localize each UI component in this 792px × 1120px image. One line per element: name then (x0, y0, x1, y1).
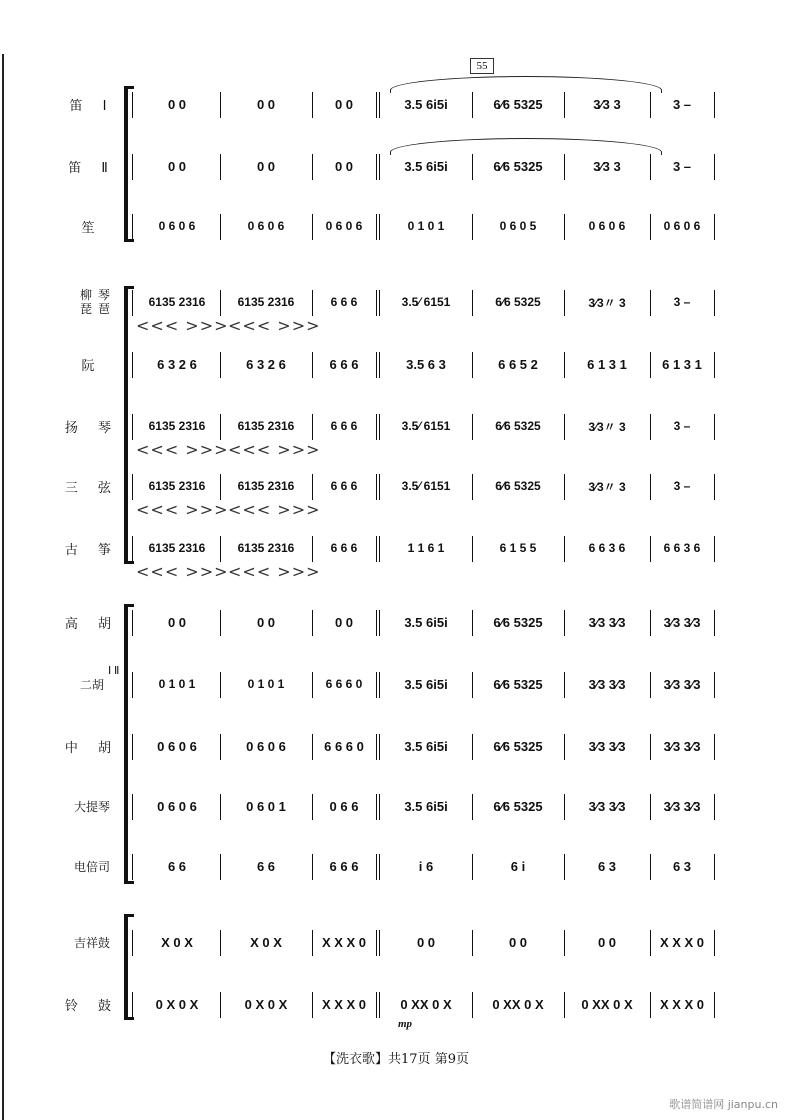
measure: 6 1 3 1 (587, 356, 627, 372)
measure: 0 XX 0 X (492, 996, 544, 1012)
barline (714, 930, 715, 956)
barline (132, 414, 133, 440)
page-footer: 【洗衣歌】共17页 第9页 (323, 1052, 469, 1067)
barline (472, 930, 473, 956)
measure: 3⁄3 3⁄3 (588, 798, 626, 814)
measure: 6 6 6 (329, 356, 359, 372)
barline (564, 992, 565, 1018)
measure: 0 6 0 6 (663, 219, 701, 233)
measure: 6 1 3 1 (662, 356, 702, 372)
measure: 0 6 0 6 (157, 798, 197, 814)
barline (312, 536, 313, 562)
barline (312, 734, 313, 760)
measure: 6 6 6 (330, 419, 358, 433)
measure: 0 0 (256, 614, 276, 630)
measure: 6⁄6 5325 (495, 419, 541, 433)
measure: 3 – (673, 295, 691, 309)
measure: 6 6 (167, 858, 187, 874)
staff-row (0, 350, 792, 378)
measure: 3.5 6i5i (404, 738, 448, 754)
measure: 6⁄6 5325 (493, 96, 543, 112)
barline (650, 474, 651, 500)
staff-row (0, 412, 792, 440)
barline (564, 154, 565, 180)
barline (312, 854, 313, 880)
barline (472, 610, 473, 636)
instrument-label: 笛 Ⅰ (69, 98, 115, 114)
barline (312, 930, 313, 956)
barline (650, 734, 651, 760)
barline (714, 92, 715, 118)
barline (650, 290, 651, 316)
barline (564, 854, 565, 880)
barline (312, 672, 313, 698)
staff-row (0, 852, 792, 880)
barline (220, 794, 221, 820)
measure: 3⁄3 3⁄3 (663, 676, 701, 692)
measure: 6⁄6 5325 (495, 295, 541, 309)
barline (376, 794, 377, 820)
barline (220, 414, 221, 440)
barline (472, 352, 473, 378)
staff-row (0, 665, 792, 698)
measure: 6 6 6 (330, 479, 358, 493)
measure: 3⁄3〃 3 (588, 295, 626, 310)
measure: 0 6 0 6 (158, 219, 196, 233)
barline (376, 214, 377, 240)
measure: 6⁄6 5325 (493, 614, 543, 630)
barline (650, 414, 651, 440)
measure: 6135 2316 (237, 541, 295, 555)
measure: 0 1 0 1 (158, 677, 196, 691)
barline (376, 536, 377, 562)
barline (714, 352, 715, 378)
measure: 3.5⁄ 6151 (401, 295, 451, 309)
barline (564, 734, 565, 760)
barline (472, 992, 473, 1018)
barline (650, 992, 651, 1018)
staff-row (0, 534, 792, 562)
barline (564, 352, 565, 378)
barline (714, 672, 715, 698)
barline (376, 352, 377, 378)
measure: 0 6 0 6 (157, 738, 197, 754)
measure: 0 0 (167, 614, 187, 630)
barline (650, 352, 651, 378)
barline (376, 474, 377, 500)
barline (132, 610, 133, 636)
measure: 0 6 0 6 (588, 219, 626, 233)
barline (132, 672, 133, 698)
barline (220, 734, 221, 760)
measure: 3 – (672, 158, 692, 174)
measure: 0 XX 0 X (581, 996, 633, 1012)
brace-tick (124, 604, 134, 607)
crescendo-decrescendo-hairpin: <<< >>> (136, 562, 229, 581)
barline (220, 536, 221, 562)
barline (650, 930, 651, 956)
barline (132, 214, 133, 240)
barline (650, 214, 651, 240)
measure: 6⁄6 5325 (493, 738, 543, 754)
measure: 3.5 6i5i (404, 158, 448, 174)
barline (650, 92, 651, 118)
barline (220, 290, 221, 316)
crescendo-decrescendo-hairpin: <<< >>> (136, 500, 229, 519)
barline (564, 930, 565, 956)
barline (376, 672, 377, 698)
measure: 6135 2316 (148, 295, 206, 309)
measure: 6 3 (672, 858, 692, 874)
instrument-label: 古 筝 (64, 542, 120, 558)
instrument-label: 大提琴 (73, 799, 110, 814)
measure: 0 0 (508, 934, 528, 950)
barline (312, 610, 313, 636)
barline (714, 414, 715, 440)
barline (472, 154, 473, 180)
measure: 6 6 6 (329, 858, 359, 874)
barline (220, 930, 221, 956)
measure: 6 6 6 0 (324, 738, 364, 754)
barline (220, 854, 221, 880)
barline (312, 214, 313, 240)
barline (472, 214, 473, 240)
barline (220, 92, 221, 118)
instrument-label-top: 柳琴 (80, 288, 117, 302)
measure: 3⁄3 3⁄3 (588, 738, 626, 754)
brace-tick (124, 914, 134, 917)
measure: 3 – (673, 419, 691, 433)
barline (132, 474, 133, 500)
barline (220, 154, 221, 180)
barline (132, 794, 133, 820)
measure: 0 0 (334, 614, 354, 630)
barline (714, 992, 715, 1018)
barline (376, 930, 377, 956)
barline (472, 536, 473, 562)
barline (564, 290, 565, 316)
barline (714, 794, 715, 820)
instrument-label: 电倍司 (73, 859, 110, 874)
measure: 3.5 6 3 (406, 356, 446, 372)
measure: 3.5 6i5i (404, 798, 448, 814)
barline (472, 672, 473, 698)
measure: 6135 2316 (237, 419, 295, 433)
staff-row (0, 608, 792, 636)
barline (472, 794, 473, 820)
crescendo-decrescendo-hairpin: <<< >>> (136, 316, 229, 335)
measure: 0 6 0 6 (246, 738, 286, 754)
staff-row (0, 928, 792, 956)
measure: 0 1 0 1 (407, 219, 445, 233)
barline (472, 474, 473, 500)
barline (132, 536, 133, 562)
staff-row (0, 90, 792, 118)
measure: 6⁄6 5325 (493, 798, 543, 814)
staff-row (0, 732, 792, 760)
barline (220, 214, 221, 240)
barline (376, 992, 377, 1018)
barline (564, 794, 565, 820)
rehearsal-mark: 55 (470, 58, 494, 74)
barline (472, 734, 473, 760)
staff-row (0, 792, 792, 820)
instrument-sub-label: Ⅰ Ⅱ (108, 665, 120, 677)
measure: X X X 0 (321, 996, 367, 1012)
measure: 3⁄3 3⁄3 (663, 614, 701, 630)
measure: 3.5 6i5i (404, 676, 448, 692)
instrument-label-bottom: 琵琶 (80, 302, 117, 316)
staff-row (0, 288, 792, 316)
measure: 0 6 0 6 (247, 219, 285, 233)
crescendo-decrescendo-hairpin: <<< >>> (228, 562, 321, 581)
measure: 6 6 (256, 858, 276, 874)
barline (376, 734, 377, 760)
site-watermark: 歌谱简谱网 jianpu.cn (669, 1098, 778, 1111)
barline (650, 794, 651, 820)
measure: 3⁄3 3⁄3 (588, 614, 626, 630)
measure: 0 X 0 X (155, 996, 199, 1012)
barline (312, 92, 313, 118)
instrument-label: 中 胡 (64, 740, 120, 756)
barline (564, 474, 565, 500)
measure: 3⁄3 3 (593, 158, 621, 174)
measure: 3.5⁄ 6151 (401, 419, 451, 433)
measure: 3⁄3〃 3 (588, 419, 626, 434)
measure: 6135 2316 (148, 479, 206, 493)
barline (564, 92, 565, 118)
barline (376, 854, 377, 880)
measure: 6 1 5 5 (499, 541, 537, 555)
barline (564, 672, 565, 698)
barline (376, 610, 377, 636)
instrument-label: 二胡 (79, 677, 104, 692)
instrument-label (80, 288, 116, 316)
barline (220, 352, 221, 378)
barline (132, 992, 133, 1018)
measure: X X X 0 (659, 996, 705, 1012)
barline (220, 610, 221, 636)
barline (312, 290, 313, 316)
measure: 6135 2316 (237, 479, 295, 493)
barline (376, 154, 377, 180)
measure: X 0 X (250, 934, 282, 950)
barline (132, 352, 133, 378)
measure: 6 6 3 6 (588, 541, 626, 555)
instrument-label: 扬 琴 (64, 420, 120, 436)
instrument-label: 铃 鼓 (64, 998, 120, 1014)
measure: 3⁄3〃 3 (588, 479, 626, 494)
measure: 6⁄6 5325 (493, 158, 543, 174)
barline (132, 854, 133, 880)
staff-row (0, 990, 792, 1018)
barline (312, 474, 313, 500)
measure: i 6 (418, 858, 434, 874)
measure: 6 6 6 (330, 295, 358, 309)
barline (564, 536, 565, 562)
measure: 3.5⁄ 6151 (401, 479, 451, 493)
measure: 6135 2316 (237, 295, 295, 309)
staff-row (0, 152, 792, 180)
barline (714, 214, 715, 240)
measure: 3.5 6i5i (404, 96, 448, 112)
barline (714, 854, 715, 880)
measure: 6 3 2 6 (246, 356, 286, 372)
measure: 6 3 (597, 858, 617, 874)
barline (376, 414, 377, 440)
measure: 0 0 (334, 158, 354, 174)
measure: 0 6 6 (329, 798, 359, 814)
instrument-label: 吉祥鼓 (73, 935, 110, 950)
brace-tick (124, 881, 134, 884)
barline (714, 734, 715, 760)
barline (220, 672, 221, 698)
measure: 0 X 0 X (244, 996, 288, 1012)
measure: 0 0 (597, 934, 617, 950)
measure: 3 – (672, 96, 692, 112)
instrument-label: 笛 Ⅱ (68, 160, 116, 176)
barline (714, 290, 715, 316)
measure: 0 XX 0 X (400, 996, 452, 1012)
barline (564, 610, 565, 636)
barline (714, 154, 715, 180)
measure: 6 6 3 6 (663, 541, 701, 555)
measure: 0 0 (167, 158, 187, 174)
instrument-label: 阮 (81, 358, 103, 374)
measure: 3⁄3 3 (593, 96, 621, 112)
measure: 0 0 (334, 96, 354, 112)
measure: 0 0 (167, 96, 187, 112)
barline (472, 92, 473, 118)
barline (650, 672, 651, 698)
measure: 6135 2316 (148, 419, 206, 433)
dynamic-marking: mp (398, 1018, 413, 1030)
barline (650, 536, 651, 562)
barline (650, 854, 651, 880)
measure: 0 0 (256, 96, 276, 112)
measure: 0 0 (256, 158, 276, 174)
measure: 1 1 6 1 (407, 541, 445, 555)
measure: 6 6 6 0 (325, 677, 363, 691)
measure: 6 6 5 2 (498, 356, 538, 372)
barline (312, 992, 313, 1018)
barline (132, 734, 133, 760)
barline (312, 154, 313, 180)
measure: 6⁄6 5325 (495, 479, 541, 493)
barline (472, 414, 473, 440)
barline (472, 854, 473, 880)
measure: 3 – (673, 479, 691, 493)
barline (132, 290, 133, 316)
barline (312, 794, 313, 820)
barline (564, 414, 565, 440)
crescendo-decrescendo-hairpin: <<< >>> (228, 316, 321, 335)
crescendo-decrescendo-hairpin: <<< >>> (228, 440, 321, 459)
measure: 3⁄3 3⁄3 (663, 738, 701, 754)
measure: 6 i (510, 858, 526, 874)
barline (714, 474, 715, 500)
barline (132, 92, 133, 118)
barline (714, 610, 715, 636)
measure: 6135 2316 (148, 541, 206, 555)
instrument-label: 三 弦 (64, 480, 120, 496)
barline (312, 414, 313, 440)
measure: 6 6 6 (330, 541, 358, 555)
barline (132, 154, 133, 180)
measure: 3.5 6i5i (404, 614, 448, 630)
measure: 0 0 (416, 934, 436, 950)
barline (132, 930, 133, 956)
measure: 3⁄3 3⁄3 (663, 798, 701, 814)
brace-tick (124, 86, 134, 89)
measure: 0 6 0 5 (499, 219, 537, 233)
barline (650, 154, 651, 180)
barline (714, 536, 715, 562)
staff-row (0, 472, 792, 500)
instrument-label: 笙 (81, 220, 103, 236)
crescendo-decrescendo-hairpin: <<< >>> (136, 440, 229, 459)
measure: 6⁄6 5325 (493, 676, 543, 692)
measure: X 0 X (161, 934, 193, 950)
barline (220, 474, 221, 500)
measure: 3⁄3 3⁄3 (588, 676, 626, 692)
measure: X X X 0 (659, 934, 705, 950)
barline (376, 92, 377, 118)
measure: 6 3 2 6 (157, 356, 197, 372)
measure: 0 6 0 1 (246, 798, 286, 814)
barline (312, 352, 313, 378)
barline (650, 610, 651, 636)
measure: X X X 0 (321, 934, 367, 950)
barline (564, 214, 565, 240)
measure: 0 6 0 6 (325, 219, 363, 233)
crescendo-decrescendo-hairpin: <<< >>> (228, 500, 321, 519)
barline (376, 290, 377, 316)
staff-row (0, 212, 792, 240)
measure: 0 1 0 1 (247, 677, 285, 691)
instrument-label: 高 胡 (64, 616, 120, 632)
barline (220, 992, 221, 1018)
barline (472, 290, 473, 316)
